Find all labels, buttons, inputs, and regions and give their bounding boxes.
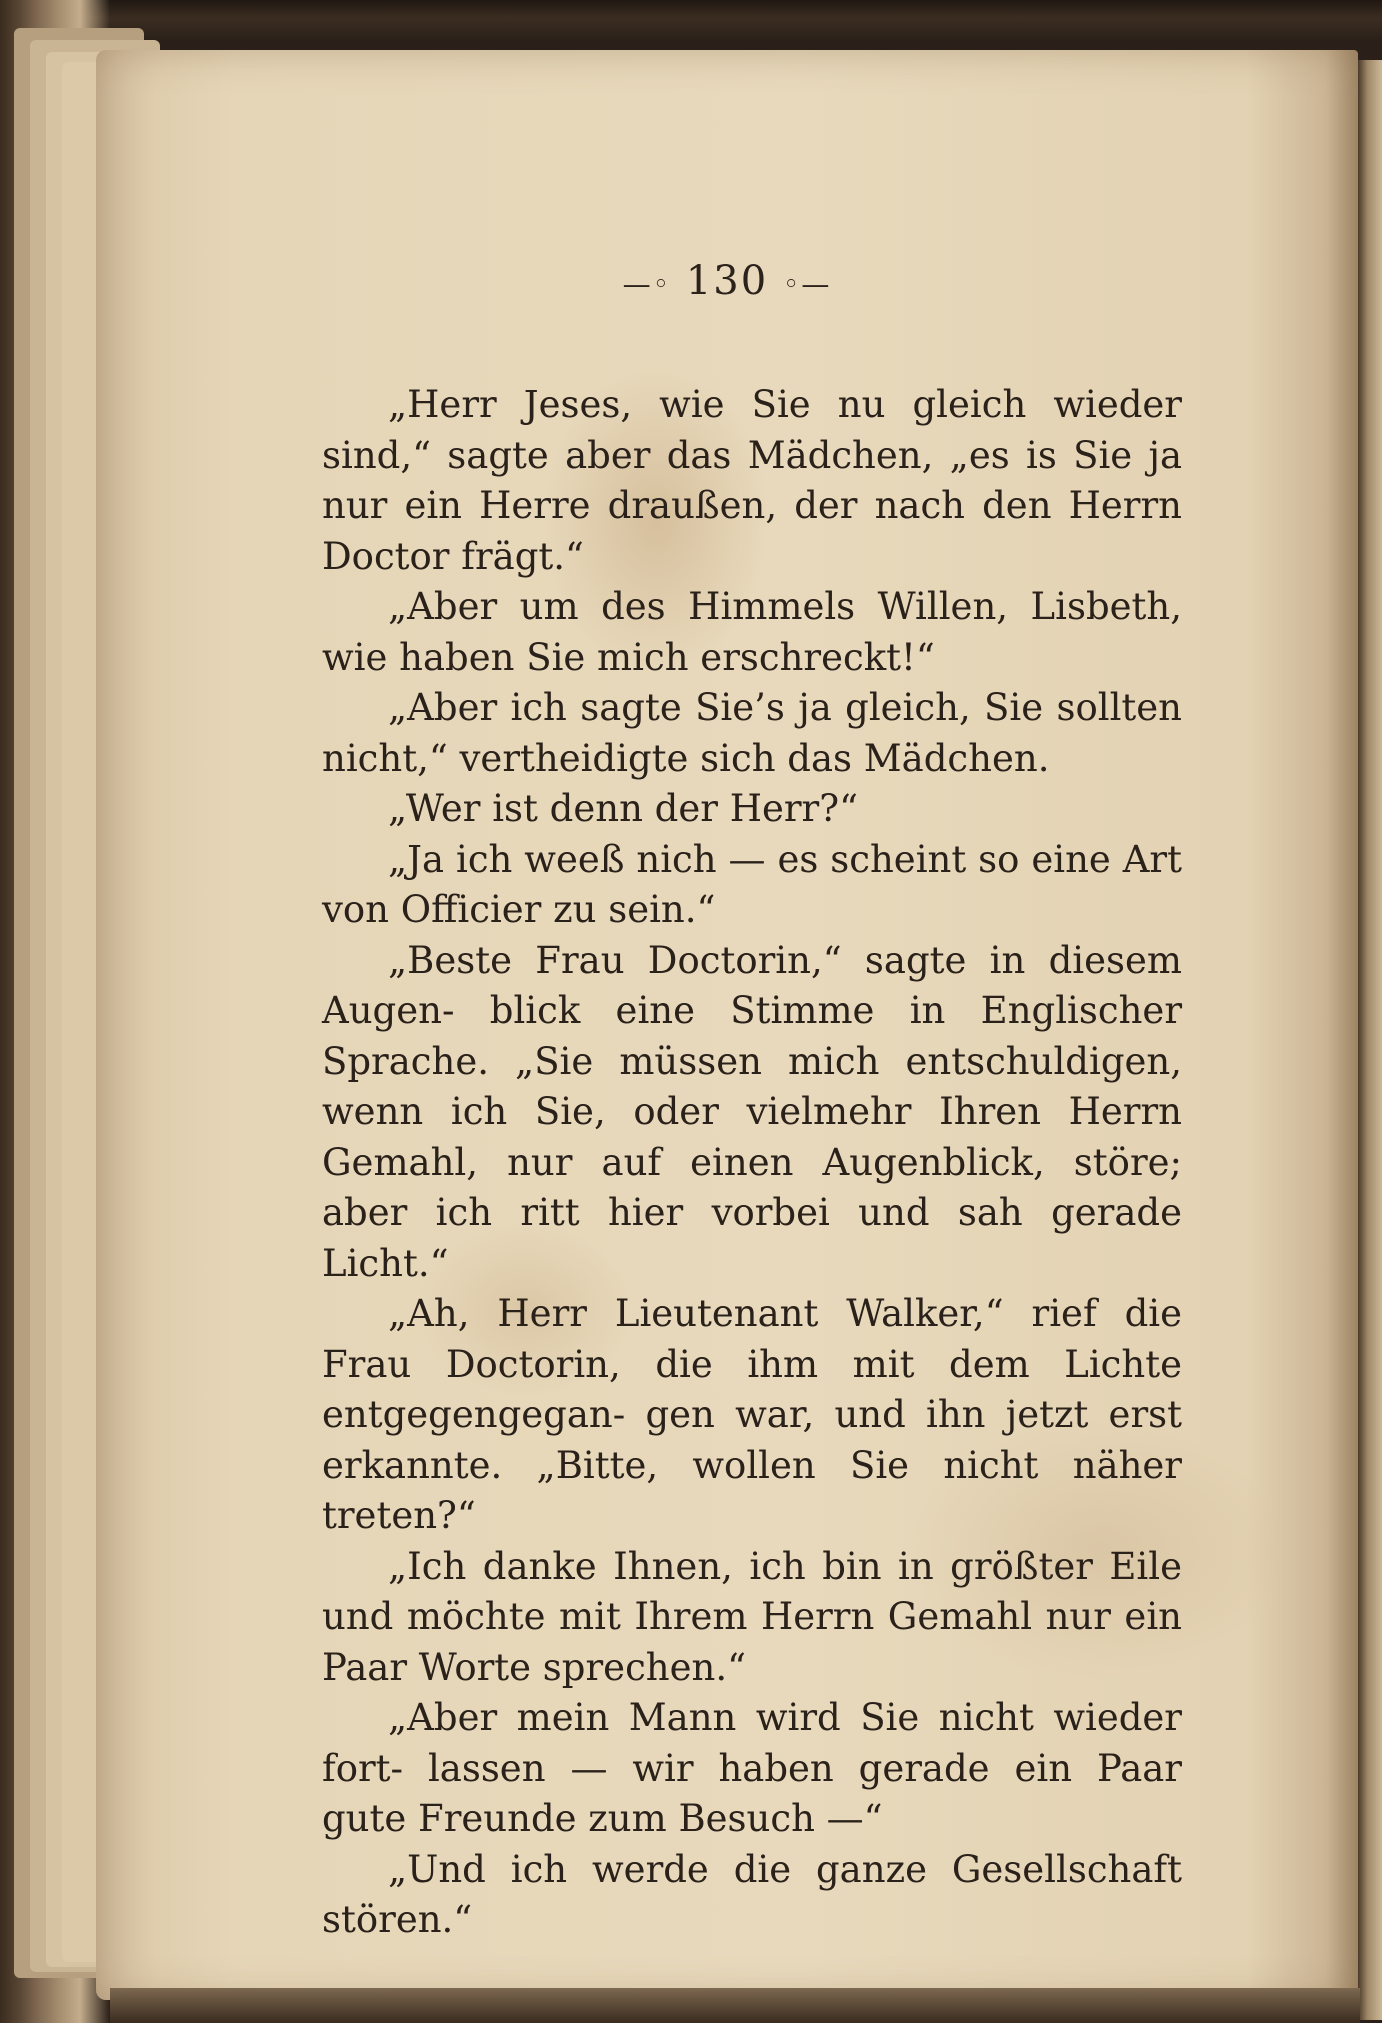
ornament-dash-left: —◦ <box>622 267 672 301</box>
bottom-page-edge <box>110 1988 1360 2023</box>
page-number-header <box>96 258 1358 304</box>
paragraph: „Ah, Herr Lieutenant Walker,“ rief die Frau Doctorin, die ihm mit dem Lichte entgegengegan- gen war, und ihn jetzt erst erkannte. „Bitte, wollen Sie nicht näher treten?“ <box>322 1292 1182 1537</box>
paragraph: „Wer ist denn der Herr?“ <box>388 787 858 830</box>
paragraph: „Aber um des Himmels Willen, Lisbeth, wie haben Sie mich erschreckt!“ <box>322 585 1182 679</box>
paragraph: „Ja ich weeß nich — es scheint so eine Art von Officier zu sein.“ <box>322 837 1182 931</box>
paragraph: „Und ich werde die ganze Gesellschaft stören.“ <box>322 1847 1182 1941</box>
book-page <box>96 50 1358 2000</box>
paragraph: „Aber ich sagte Sie’s ja gleich, Sie sollten nicht,“ vertheidigte sich das Mädchen. <box>322 686 1182 780</box>
paragraph: „Aber mein Mann wird Sie nicht wieder fort- lassen — wir haben gerade ein Paar gute Freunde zum Besuch —“ <box>322 1696 1182 1840</box>
body-text <box>322 380 1182 1946</box>
paragraph: „Beste Frau Doctorin,“ sagte in diesem Augen- blick eine Stimme in Englischer Sprache. „Sie müssen mich entschuldigen, wenn ich Sie, oder vielmehr Ihren Herrn Gemahl, nur auf einen Augenblick, störe; aber ich ritt hier vorbei und sah gerade Licht.“ <box>322 938 1182 1285</box>
ornament-dash-right: ◦— <box>782 267 832 301</box>
paragraph: „Herr Jeses, wie Sie nu gleich wieder sind,“ sagte aber das Mädchen, „es is Sie ja nur ein Herre draußen, der nach den Herrn Doctor frägt.“ <box>322 383 1182 578</box>
paragraph: „Ich danke Ihnen, ich bin in größter Eile und möchte mit Ihrem Herrn Gemahl nur ein Paar Worte sprechen.“ <box>322 1544 1182 1689</box>
page-number: 130 <box>685 258 769 304</box>
right-page-edge <box>1358 60 1382 2020</box>
